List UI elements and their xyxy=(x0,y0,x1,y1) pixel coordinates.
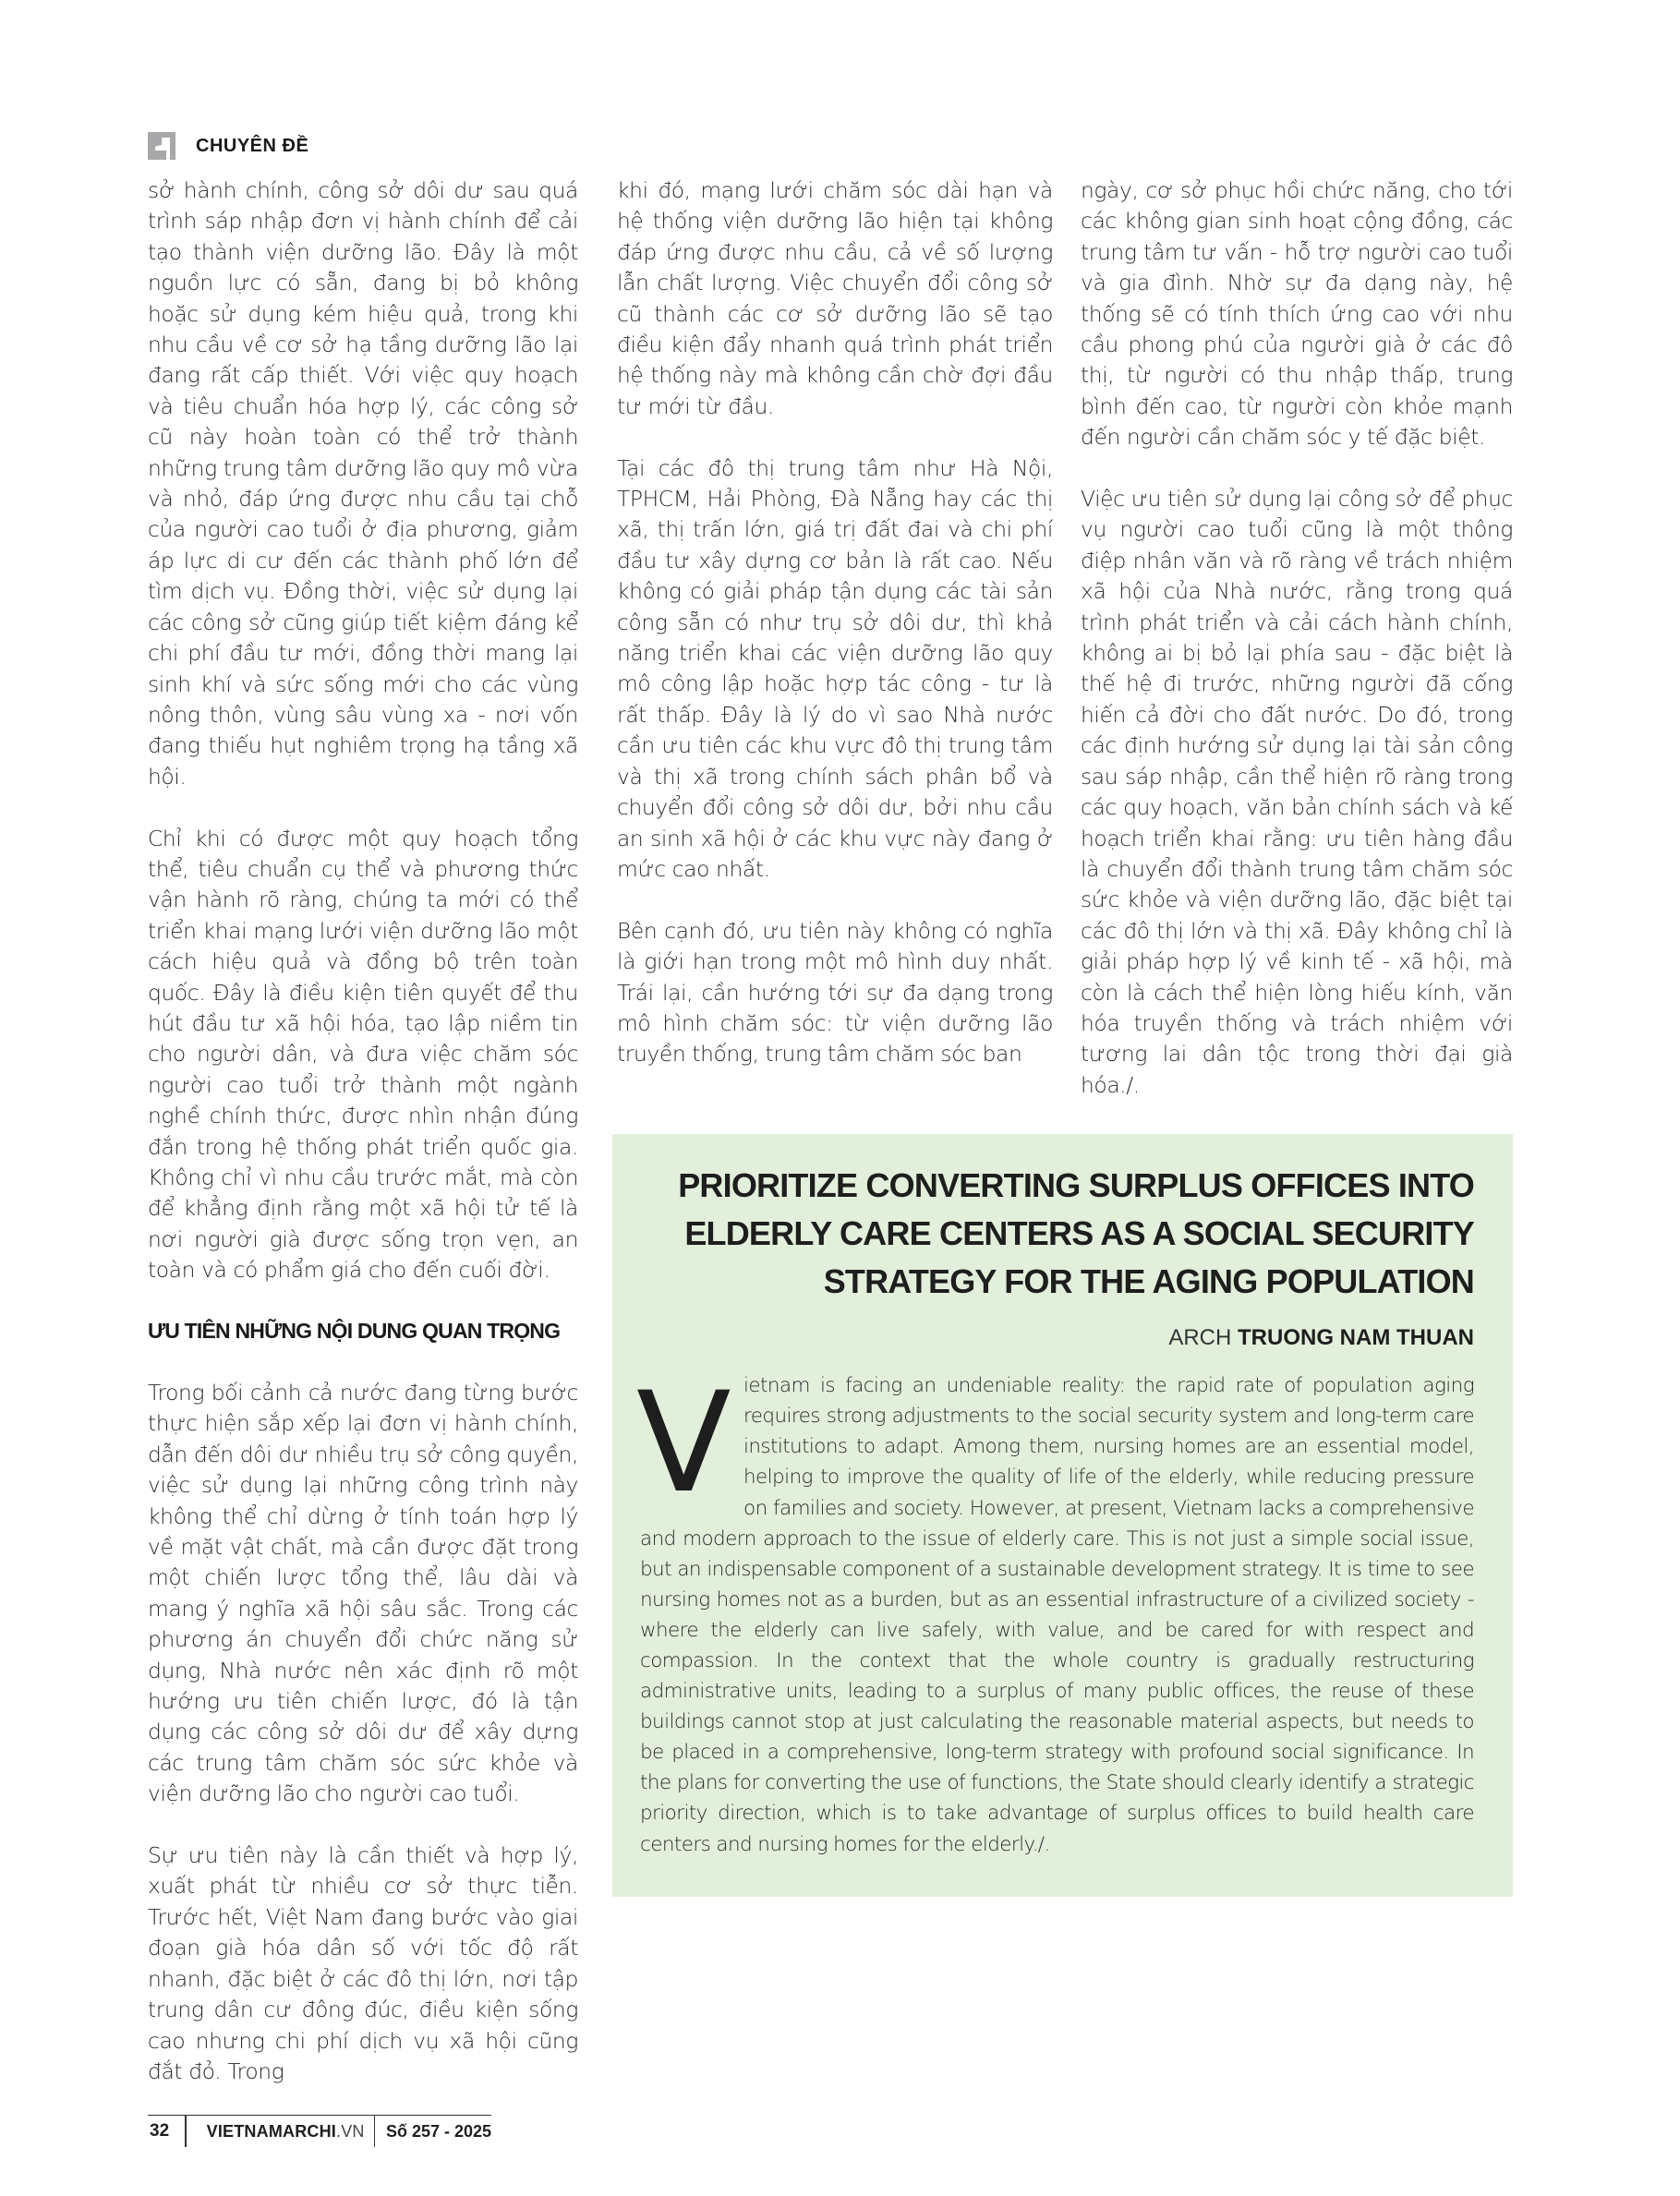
author-name: TRUONG NAM THUAN xyxy=(1238,1325,1474,1351)
english-summary-box xyxy=(612,1134,1513,1897)
paragraph: Việc ưu tiên sử dụng lại công sở để phục vụ người cao tuổi cũng là một thông điệp nhân văn và rõ ràng về trách nhiệm xã hội của Nhà nước, rằng trong quá trình phát triển và cải cách hành chính, không ai bị bỏ lại phía sau - đặc biệt là thế hệ đi trước, những người đã cống hiến cả đời cho đất nước. Do đó, trong các định hướng sử dụng lại tài sản công sau sáp nhập, cần thể hiện rõ ràng trong các quy hoạch, văn bản chính sách và kế hoạch triển khai rằng: ưu tiên hàng đầu là chuyển đổi thành trung tâm chăm sóc sức khỏe và viện dưỡng lão, đặc biệt tại các đô thị lớn và thị xã. Đây không chỉ là giải pháp hợp lý về kinh tế - xã hội, mà còn là cách thể hiện lòng hiếu kính, văn hóa truyền thống và trách nhiệm với tương lai dân tộc trong thời đại già hóa./. xyxy=(1081,486,1513,1098)
summary-text: ietnam is facing an undeniable reality: the rapid rate of population aging requires strong adjustments to the social security system and long-term care institutions to adapt. Among them, nursing homes are an essential model, helping to improve the quality of life of the elderly, while reducing pressure on families and society. However, at present, Vietnam lacks a comprehensive and modern approach to the issue of elderly care. This is not just a simple social issue, but an indispensable component of a sustainable development strategy. It is time to see nursing homes not as a burden, but as an essential infrastructure of a civilized society - where the elderly can live safely, with value, and be cared for with respect and compassion. In the context that the whole country is gradually restructuring administrative units, leading to a surplus of many public offices, the reuse of these buildings cannot stop at just calculating the reasonable material aspects, but needs to be placed in a comprehensive, long-term strategy with profound social significance. In the plans for converting the use of functions, the State should clearly identify a strategic priority direction, which is to take advantage of surplus offices to build health care centers and nursing homes for the elderly./. xyxy=(640,1374,1474,1856)
paragraph: Chỉ khi có được một quy hoạch tổng thể, tiêu chuẩn cụ thể và phương thức vận hành rõ ràng, chúng ta mới có thể triển khai mạng lưới viện dưỡng lão một cách hiệu quả và đồng bộ trên toàn quốc. Đây là điều kiện tiên quyết để thu hút đầu tư xã hội hóa, tạo lập niềm tin cho người dân, và đưa việc chăm sóc người cao tuổi trở thành một ngành nghề chính thức, được nhìn nhận đúng đắn trong hệ thống phát triển quốc gia. Không chỉ vì nhu cầu trước mắt, mà còn để khẳng định rằng một xã hội tử tế là nơi người già được sống trọn vẹn, an toàn và có phẩm giá cho đến cuối đời. xyxy=(148,825,578,1284)
section-subheading: ƯU TIÊN NHỮNG NỘI DUNG QUAN TRỌNG xyxy=(148,1319,561,1343)
paragraph: Bên cạnh đó, ưu tiên này không có nghĩa là giới hạn trong một mô hình duy nhất. Trái lại, cần hướng tới sự đa dạng trong mô hình chăm sóc: từ viện dưỡng lão truyền thống, trung tâm chăm sóc ban xyxy=(617,917,1053,1068)
issue-number: Số 257 - 2025 xyxy=(385,2121,492,2141)
summary-author xyxy=(640,1324,1474,1352)
site-name-main: VIETNAMARCHI xyxy=(206,2121,337,2141)
article-column-1 xyxy=(148,175,578,2087)
summary-body xyxy=(636,1363,1474,1860)
article-column-2 xyxy=(617,175,1053,1070)
paragraph: Tại các đô thị trung tâm như Hà Nội, TPHCM, Hải Phòng, Đà Nẵng hay các thị xã, thị trấn lớn, giá trị đất đai và chi phí đầu tư xây dựng cơ bản là rất cao. Nếu không có giải pháp tận dụng các tài sản công sẵn có như trụ sở dôi dư, thì khả năng triển khai các viện dưỡng lão quy mô công lập hoặc hợp tác công - tư là rất thấp. Đây là lý do vì sao Nhà nước cần ưu tiên các khu vực đô thị trung tâm và thị xã trong chính sách phân bổ và chuyển đổi công sở dôi dư, bởi nhu cầu an sinh xã hội ở các khu vực này đang ở mức cao nhất. xyxy=(617,454,1053,882)
section-title: CHUYÊN ĐỀ xyxy=(196,135,309,156)
page-footer xyxy=(148,2115,491,2147)
right-columns xyxy=(617,175,1513,1101)
right-area xyxy=(617,175,1513,1897)
section-header xyxy=(148,127,308,164)
page-number: 32 xyxy=(150,2121,170,2141)
paragraph: ngày, cơ sở phục hồi chức năng, cho tới các không gian sinh hoạt cộng đồng, các trung tâm tư vấn - hỗ trợ người cao tuổi và gia đình. Nhờ sự đa dạng này, hệ thống sẽ có tính thích ứng cao với nhu cầu phong phú của người già ở các đô thị, từ người có thu nhập thấp, trung bình đến cao, từ người còn khỏe mạnh đến người cần chăm sóc y tế đặc biệt. xyxy=(1081,177,1513,451)
paragraph: Trong bối cảnh cả nước đang từng bước thực hiện sắp xếp lại đơn vị hành chính, dẫn đến dôi dư nhiều trụ sở công quyền, việc sử dụng lại những công trình này không thể chỉ dừng ở tính toán hợp lý về mặt vật chất, mà cần được đặt trong một chiến lược tổng thể, lâu dài và mang ý nghĩa xã hội sâu sắc. Trong các phương án chuyển đổi chức năng sử dụng, Nhà nước nên xác định rõ một hướng ưu tiên chiến lược, đó là tận dụng các công sở dôi dư để xây dựng các trung tâm chăm sóc sức khỏe và viện dưỡng lão cho người cao tuổi. xyxy=(148,1380,578,1807)
paragraph: Sự ưu tiên này là cần thiết và hợp lý, xuất phát từ nhiều cơ sở thực tiễn. Trước hết, Việt Nam đang bước vào giai đoạn già hóa dân số với tốc độ rất nhanh, đặc biệt ở các đô thị lớn, nơi tập trung dân cư đông đúc, điều kiện sống cao nhưng chi phí dịch vụ xã hội cũng đắt đỏ. Trong xyxy=(148,1842,578,2084)
summary-title: PRIORITIZE CONVERTING SURPLUS OFFICES INTO ELDERLY CARE CENTERS AS A SOCIAL SECURITY STRATEGY FOR THE AGING POPULATION xyxy=(678,1166,1474,1301)
drop-cap: V xyxy=(636,1363,731,1525)
author-prefix: ARCH xyxy=(1168,1325,1232,1351)
footer-wrap xyxy=(148,2115,491,2147)
site-name xyxy=(187,2122,374,2142)
paragraph: sở hành chính, công sở dôi dư sau quá trình sáp nhập đơn vị hành chính để cải tạo thành viện dưỡng lão. Đây là một nguồn lực có sẵn, đang bị bỏ không hoặc sử dụng kém hiệu quả, trong khi nhu cầu về cơ sở hạ tầng dưỡng lão lại đang rất cấp thiết. Với việc quy hoạch và tiêu chuẩn hóa hợp lý, các công sở cũ này hoàn toàn có thể trở thành những trung tâm dưỡng lão quy mô vừa và nhỏ, đáp ứng được nhu cầu tại chỗ của người cao tuổi ở địa phương, giảm áp lực di cư đến các thành phố lớn để tìm dịch vụ. Đồng thời, việc sử dụng lại các công sở cũng giúp tiết kiệm đáng kể chi phí đầu tư mới, đồng thời mang lại sinh khí và sức sống mới cho các vùng nông thôn, vùng sâu vùng xa - nơi vốn đang thiếu hụt nghiêm trọng hạ tầng xã hội. xyxy=(148,177,578,790)
article-column-3 xyxy=(1081,175,1513,1101)
section-logo-icon xyxy=(148,132,175,160)
paragraph: khi đó, mạng lưới chăm sóc dài hạn và hệ thống viện dưỡng lão hiện tại không đáp ứng được nhu cầu, cả về số lượng lẫn chất lượng. Việc chuyển đổi công sở cũ thành các cơ sở dưỡng lão sẽ tạo điều kiện đẩy nhanh quá trình phát triển hệ thống này mà không cần chờ đợi đầu tư mới từ đầu. xyxy=(617,177,1053,419)
site-tld: .VN xyxy=(336,2121,365,2141)
